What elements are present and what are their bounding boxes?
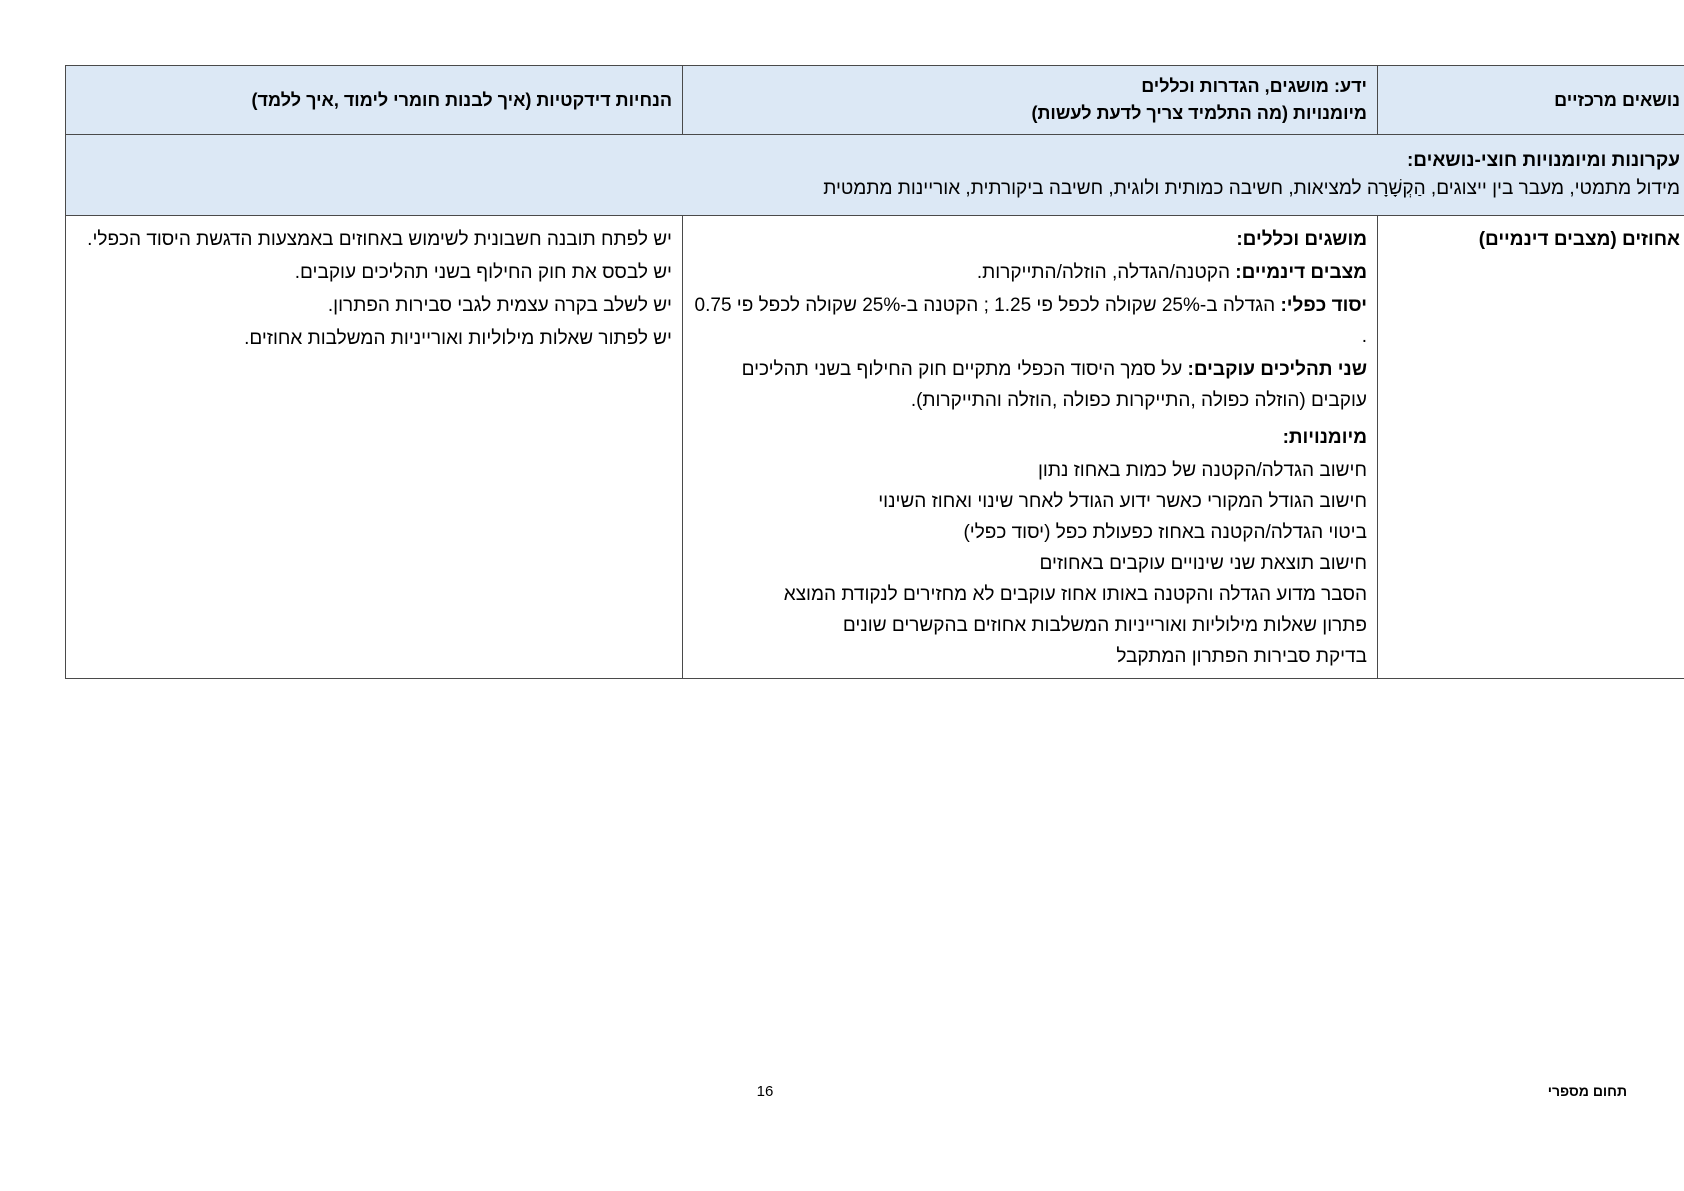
concept-item xyxy=(693,257,1367,288)
skill-item: בדיקת סבירות הפתרון המתקבל xyxy=(1116,646,1367,667)
curriculum-table xyxy=(65,65,1684,679)
concept-term: יסוד כפלי: xyxy=(1280,295,1367,316)
skill-item: חישוב תוצאת שני שינויים עוקבים באחוזים xyxy=(1039,553,1367,574)
topic-cell xyxy=(1378,216,1684,679)
didactic-guideline: יש לפתור שאלות מילוליות ואורייניות המשלבות אחוזים. xyxy=(244,328,672,349)
header-knowledge-line1: ידע: מושגים, הגדרות וכללים xyxy=(1141,76,1367,96)
principles-cell xyxy=(66,135,1684,216)
concept-text: הגדלה ב-25% שקולה לכפל פי 1.25 ; הקטנה ב-25% שקולה לכפל פי 0.75 . xyxy=(694,295,1367,347)
didactic-guideline: יש לבסס את חוק החילוף בשני תהליכים עוקבים. xyxy=(294,262,672,283)
didactic-cell xyxy=(66,216,683,679)
topic-name: אחוזים (מצבים דינמיים) xyxy=(1478,229,1680,250)
concept-term: שני תהליכים עוקבים: xyxy=(1187,359,1367,380)
skill-item: חישוב הגדלה/הקטנה של כמות באחוז נתון xyxy=(1037,460,1367,481)
skills-title: מיומנויות: xyxy=(1282,427,1367,448)
didactic-guideline: יש לשלב בקרה עצמית לגבי סבירות הפתרון. xyxy=(327,295,672,316)
table-header-row xyxy=(66,66,1684,135)
header-knowledge-line2: מיומנויות (מה התלמיד צריך לדעת לעשות) xyxy=(1031,103,1367,123)
header-knowledge xyxy=(683,66,1378,135)
didactic-guideline: יש לפתח תובנה חשבונית לשימוש באחוזים באמצעות הדגשת היסוד הכפלי. xyxy=(87,229,672,250)
page-number: 16 xyxy=(756,1083,774,1100)
concept-item xyxy=(693,354,1367,416)
skill-item: פתרון שאלות מילוליות ואורייניות המשלבות אחוזים בהקשרים שונים xyxy=(842,615,1367,636)
principles-text: מידול מתמטי, מעבר בין ייצוגים, הַקְשָׁרָה למציאות, חשיבה כמותית ולוגית, חשיבה ביקורתית, אוריינות מתמטית xyxy=(823,178,1680,199)
principles-title: עקרונות ומיומנויות חוצי-נושאים: xyxy=(1406,150,1680,171)
header-didactic: הנחיות דידקטיות (איך לבנות חומרי לימוד ,איך ללמד) xyxy=(66,66,683,135)
content-row xyxy=(66,216,1684,679)
concept-item xyxy=(693,290,1367,352)
knowledge-cell xyxy=(683,216,1378,679)
footer-domain-label: תחום מספרי xyxy=(1547,1083,1627,1099)
concept-text: על סמך היסוד הכפלי מתקיים חוק החילוף בשני תהליכים עוקבים (הוזלה כפולה ,התייקרות כפולה ,הוזלה והתייקרות). xyxy=(741,359,1367,411)
concept-term: מצבים דינמיים: xyxy=(1235,262,1367,283)
skill-item: חישוב הגודל המקורי כאשר ידוע הגודל לאחר שינוי ואחוז השינוי xyxy=(878,491,1367,512)
concept-text: הקטנה/הגדלה, הוזלה/התייקרות. xyxy=(976,262,1236,283)
concepts-title: מושגים וכללים: xyxy=(1236,229,1367,250)
skill-item: ביטוי הגדלה/הקטנה באחוז כפעולת כפל (יסוד כפלי) xyxy=(963,522,1367,543)
principles-row xyxy=(66,135,1684,216)
skill-item: הסבר מדוע הגדלה והקטנה באותו אחוז עוקבים לא מחזירים לנקודת המוצא xyxy=(783,584,1367,605)
skills-list xyxy=(693,422,1367,672)
header-topics: נושאים מרכזיים xyxy=(1378,66,1684,135)
